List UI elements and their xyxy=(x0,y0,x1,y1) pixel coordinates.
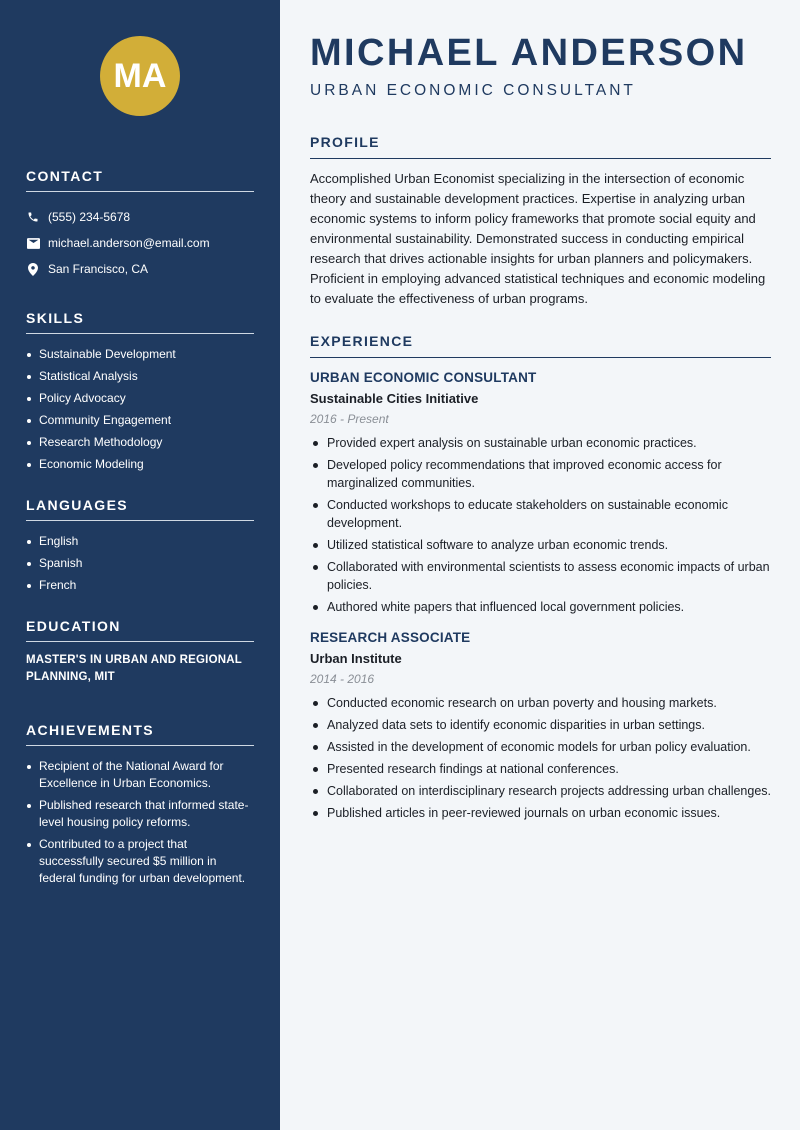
job-organization: Sustainable Cities Initiative xyxy=(310,391,479,406)
skill-item: Statistical Analysis xyxy=(26,368,254,385)
email-icon xyxy=(26,236,40,250)
job-bullet: Analyzed data sets to identify economic disparities in urban settings. xyxy=(310,716,771,734)
job-title: RESEARCH ASSOCIATE xyxy=(310,630,471,645)
achievements-section xyxy=(26,722,254,887)
phone-text: (555) 234-5678 xyxy=(48,210,131,224)
education-heading: EDUCATION xyxy=(26,618,254,642)
skills-list xyxy=(26,346,254,473)
avatar: MA xyxy=(100,36,180,116)
contact-list xyxy=(26,204,254,282)
skill-item: Research Methodology xyxy=(26,434,254,451)
candidate-title: URBAN ECONOMIC CONSULTANT xyxy=(310,82,636,99)
skill-item: Policy Advocacy xyxy=(26,390,254,407)
achievement-item: Published research that informed state-level housing policy reforms. xyxy=(26,797,254,831)
skill-item: Economic Modeling xyxy=(26,456,254,473)
contact-heading: CONTACT xyxy=(26,168,254,192)
job-bullet: Presented research findings at national conferences. xyxy=(310,760,771,778)
job-bullet: Utilized statistical software to analyze urban economic trends. xyxy=(310,536,771,554)
skill-item: Sustainable Development xyxy=(26,346,254,363)
phone-icon xyxy=(26,210,40,224)
skill-item: Community Engagement xyxy=(26,412,254,429)
job-bullet: Authored white papers that influenced local government policies. xyxy=(310,598,771,616)
job-bullet: Provided expert analysis on sustainable urban economic practices. xyxy=(310,434,771,452)
experience-section xyxy=(310,333,771,822)
profile-heading: PROFILE xyxy=(310,134,771,159)
skills-heading: SKILLS xyxy=(26,310,254,334)
achievement-item: Recipient of the National Award for Excellence in Urban Economics. xyxy=(26,758,254,792)
contact-phone xyxy=(26,204,254,230)
email-text: michael.anderson@email.com xyxy=(48,236,210,250)
job-title: URBAN ECONOMIC CONSULTANT xyxy=(310,370,537,385)
language-item: French xyxy=(26,577,254,594)
candidate-name: MICHAEL ANDERSON xyxy=(310,32,748,74)
job-bullet: Assisted in the development of economic models for urban policy evaluation. xyxy=(310,738,771,756)
job-dates: 2016 - Present xyxy=(310,412,389,426)
achievement-item: Contributed to a project that successfully secured $5 million in federal funding for urban development. xyxy=(26,836,254,887)
job-bullet: Collaborated on interdisciplinary research projects addressing urban challenges. xyxy=(310,782,771,800)
job-bullet: Collaborated with environmental scientists to assess economic impacts of urban policies. xyxy=(310,558,771,594)
contact-location xyxy=(26,256,254,282)
job-entry xyxy=(310,370,771,616)
job-bullet: Conducted economic research on urban poverty and housing markets. xyxy=(310,694,771,712)
achievements-list xyxy=(26,758,254,887)
job-dates: 2014 - 2016 xyxy=(310,672,375,686)
contact-section xyxy=(26,168,254,282)
profile-section xyxy=(310,134,771,309)
job-organization: Urban Institute xyxy=(310,651,402,666)
languages-heading: LANGUAGES xyxy=(26,497,254,521)
profile-text: Accomplished Urban Economist specializing in the intersection of economic theory and sustainable development practices. Expertise in analyzing urban economic systems to inform policy frameworks that promote social equity and environmental sustainability. Demonstrated success in conducting empirical research that drives actionable insights for urban planners and policymakers. Proficient in employing advanced statistical techniques and economic modeling to evaluate the effectiveness of urban programs. xyxy=(310,171,766,306)
sidebar xyxy=(0,0,280,1130)
job-bullets xyxy=(310,434,771,616)
languages-section xyxy=(26,497,254,594)
contact-email xyxy=(26,230,254,256)
job-entry xyxy=(310,630,771,822)
skills-section xyxy=(26,310,254,473)
language-item: Spanish xyxy=(26,555,254,572)
location-pin-icon xyxy=(26,262,40,276)
job-bullet: Published articles in peer-reviewed journals on urban economic issues. xyxy=(310,804,771,822)
languages-list xyxy=(26,533,254,594)
language-item: English xyxy=(26,533,254,550)
job-bullet: Developed policy recommendations that improved economic access for marginalized communities. xyxy=(310,456,771,492)
education-degree: MASTER'S IN URBAN AND REGIONAL PLANNING, MIT xyxy=(26,654,242,683)
location-text: San Francisco, CA xyxy=(48,262,149,276)
job-bullet: Conducted workshops to educate stakeholders on sustainable economic development. xyxy=(310,496,771,532)
job-bullets xyxy=(310,694,771,822)
main-content xyxy=(280,0,800,1130)
achievements-heading: ACHIEVEMENTS xyxy=(26,722,254,746)
experience-heading: EXPERIENCE xyxy=(310,333,771,358)
education-section xyxy=(26,618,254,686)
